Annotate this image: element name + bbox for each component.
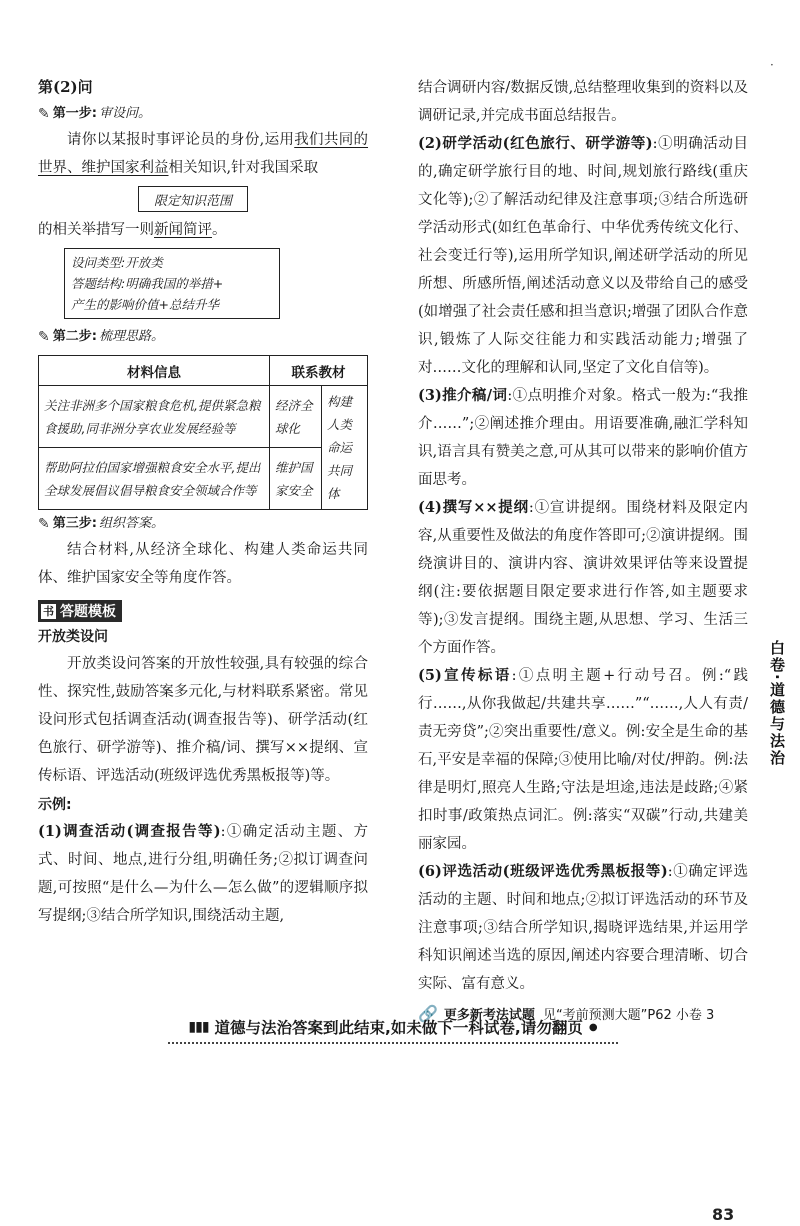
dot-icon: ● [588,1021,598,1033]
footer-notice [168,1012,618,1044]
example-item-1-continued: 结合调研内容/数据反馈,总结整理收集到的资料以及调研记录,并完成书面总结报告。 [418,80,748,124]
more-text: 见“考前预测大题”P62 小卷 3 [542,1008,715,1023]
analysis-note-box [64,248,280,319]
question-text-b: 相关知识,针对我国采取 [168,160,319,176]
question-heading: 第(2)问 [38,78,93,96]
example-heading: 示例: [38,797,72,813]
item-text: :①宣讲提纲。围绕材料及限定内容,从重要性及做法的角度作答即可;②演讲提纲。围绕演讲目的、演讲内容、演讲效果评估等来设置提纲(注:要依据题目限定要求进行作答,如主题要求等);③发言提纲。围绕主题,从思想、学习、生活三个方面作答。 [418,500,749,656]
item-text: :①点明主题+行动号召。例:“践行……,从你我做起/共建共享……”“……,人人有责/责无旁贷”;②突出重要性/意义。例:安全是生命的基石,平安是幸福的保障;③使用比喻/对仗/押韵。例:法律是明灯,照亮人生路;守法是坦途,违法是歧路;④紧扣时事/政策热点词汇。例:落实“双碳”行动,共建美丽家园。 [418,668,748,852]
item-heading: (5)宣传标语 [418,667,512,684]
table-cell-link: 维护国家安全 [270,448,322,510]
example-item-4 [418,494,748,662]
note-line: 答题结构:明确我国的举措+ [71,276,224,291]
item-heading: (4)撰写××提纲 [418,499,529,516]
table-header-material: 材料信息 [39,356,270,386]
table-cell-merged: 构建人类命运共同体 [322,386,368,510]
item-text: :①确定活动主题、方式、时间、地点,进行分组,明确任务;②拟订调查问题,可按照“是什么—为什么—怎么做”的逻辑顺序拟写提纲;③结合所学知识,围绕活动主题, [38,824,369,924]
link-icon: 🔗 [418,1004,438,1023]
example-item-3 [418,382,748,494]
example-item-2 [418,130,748,382]
pen-icon: ✎ [38,329,50,345]
item-heading: (2)研学活动(红色旅行、研学游等) [418,135,653,152]
item-heading: (1)调查活动(调查报告等) [38,823,221,840]
example-item-1 [38,818,368,930]
item-heading: (3)推介稿/词 [418,387,508,404]
side-tab: 白卷·道德与法治 [768,640,786,767]
template-title: 答题模板 [60,604,116,620]
item-heading: (6)评选活动(班级评选优秀黑板报等) [418,863,668,880]
example-item-6 [418,858,748,998]
table-cell-info: 帮助阿拉伯国家增强粮食安全水平,提出全球发展倡议倡导粮食安全领域合作等 [39,448,270,510]
question-paragraph [38,126,368,182]
template-title-badge [38,600,122,622]
question-text-c: 的相关举措写一则 [38,222,154,238]
step-one-text: 审设问。 [98,106,151,121]
left-column [38,74,368,930]
question-text-a: 请你以某报时事评论员的身份,运用 [67,132,295,148]
open-question-heading: 开放类设问 [38,629,108,645]
step-three-text: 组织答案。 [98,516,164,531]
step-three-label: 第三步: [52,516,97,531]
item-text: :①确定评选活动的主题、时间和地点;②拟订评选活动的环节及注意事项;③结合所学知识,揭晓评选结果,并运用学科知识阐述当选的原因,阐述内容要合理清晰、切合实际、富有意义。 [418,864,748,992]
note-line: 设问类型:开放类 [71,255,163,270]
question-text-d: 。 [212,222,227,238]
pen-icon: ✎ [38,516,50,532]
material-table [38,355,368,510]
table-row [39,448,368,510]
table-row [39,386,368,448]
answer-paragraph: 结合材料,从经济全球化、构建人类命运共同体、维护国家安全等角度作答。 [38,542,368,586]
example-item-5 [418,662,748,858]
step-two-text: 梳理思路。 [98,329,164,344]
table-cell-info: 关注非洲多个国家粮食危机,提供紧急粮食援助,同非洲分享农业发展经验等 [39,386,270,448]
book-icon: 书 [43,604,54,618]
page-number: 83 [712,1205,735,1224]
note-line: 产生的影响价值+总结升华 [71,297,219,312]
knowledge-scope-tag: 限定知识范围 [138,186,248,212]
table-cell-link: 经济全球化 [270,386,322,448]
more-label: 更多新考法试题 [443,1008,535,1023]
step-two-label: 第二步: [52,329,97,344]
item-text: :①点明推介对象。格式一般为:“我推介……”;②阐述推介理由。用语要准确,融汇学科知识,语言具有赞美之意,可从其可以带来的影响价值方面思考。 [418,388,748,488]
pen-icon: ✎ [38,106,50,122]
corner-mark: · [770,58,774,72]
footer-text: 道德与法治答案到此结束,如未做下一科试卷,请勿翻页 [214,1019,583,1037]
step-three [38,512,368,536]
question-paragraph-end [38,216,368,244]
question-underline-type: 新闻简评 [154,222,212,238]
bars-icon: ▮▮▮ [188,1019,209,1035]
table-header-link: 联系教材 [270,356,368,386]
step-one-label: 第一步: [52,106,97,121]
item-text: :①明确活动目的,确定研学旅行目的地、时间,规划旅行路线(重庆文化等);②了解活动纪律及注意事项;③结合所选研学活动形式(如红色革命行、中华优秀传统文化行、社会变迁行等),运用所学知识,阐述研学活动的所见所想、所感所悟,阐述活动意义以及带给自己的感受(如增强了社会责任感和担当意识;增强了团队合作意识,锻炼了人际交往能力和实践活动能力;增强了对……文化的理解和认同,坚定了文化自信等)。 [418,136,749,376]
step-one [38,102,368,126]
step-two [38,325,368,349]
template-paragraph: 开放类设问答案的开放性较强,具有较强的综合性、探究性,鼓励答案多元化,与材料联系紧密。常见设问形式包括调查活动(调查报告等)、研学活动(红色旅行、研学游等)、推介稿/词、撰写××提纲、宣传标语、评选活动(班级评选优秀黑板报等)等。 [38,656,368,784]
question-underline-scope: 我们共同的世界、维护国家利益 [38,132,369,176]
right-column [418,74,748,1023]
